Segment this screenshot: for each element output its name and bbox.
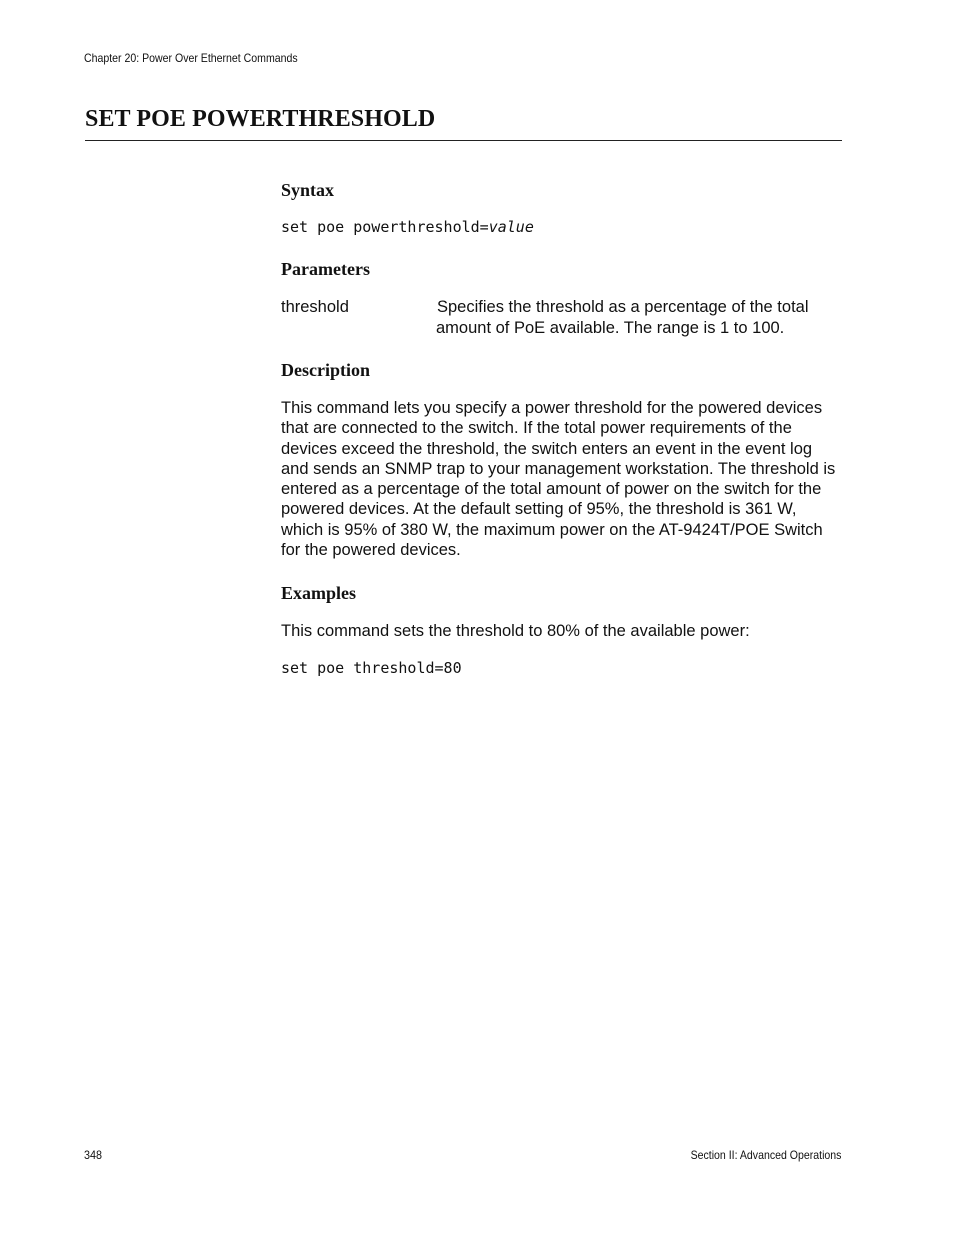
page-number: 348 bbox=[84, 1148, 103, 1162]
description-heading: Description bbox=[281, 360, 370, 380]
syntax-argument: value bbox=[488, 218, 534, 236]
examples-intro: This command sets the threshold to 80% of the available power: bbox=[281, 622, 750, 640]
footer-section-name: Section II: Advanced Operations bbox=[690, 1148, 841, 1162]
examples-heading: Examples bbox=[281, 583, 357, 603]
title-divider bbox=[85, 140, 842, 141]
example-command: set poe threshold=80 bbox=[281, 659, 462, 677]
syntax-heading: Syntax bbox=[281, 180, 335, 200]
parameters-heading: Parameters bbox=[281, 259, 370, 279]
syntax-command-text: set poe powerthreshold= bbox=[281, 218, 489, 236]
parameter-name: threshold bbox=[281, 298, 349, 316]
syntax-command bbox=[281, 218, 534, 236]
running-header: Chapter 20: Power Over Ethernet Commands bbox=[84, 51, 298, 65]
parameter-description: Specifies the threshold as a percentage of the total amount of PoE available. The range is 1 to 100. bbox=[436, 298, 809, 337]
description-paragraph: This command lets you specify a power threshold for the powered devices that are connected to the switch. If the total power requirements of the devices exceed the threshold, the switch enters an event in the event log and sends an SNMP trap to your management workstation. The threshold is entered as a percentage of the total amount of power on the switch for the powered devices. At the default setting of 95%, the threshold is 361 W, which is 95% of 380 W, the maximum power on the AT-9424T/POE Switch for the powered devices. bbox=[281, 399, 836, 560]
page-title: SET POE POWERTHRESHOLD bbox=[85, 106, 436, 132]
